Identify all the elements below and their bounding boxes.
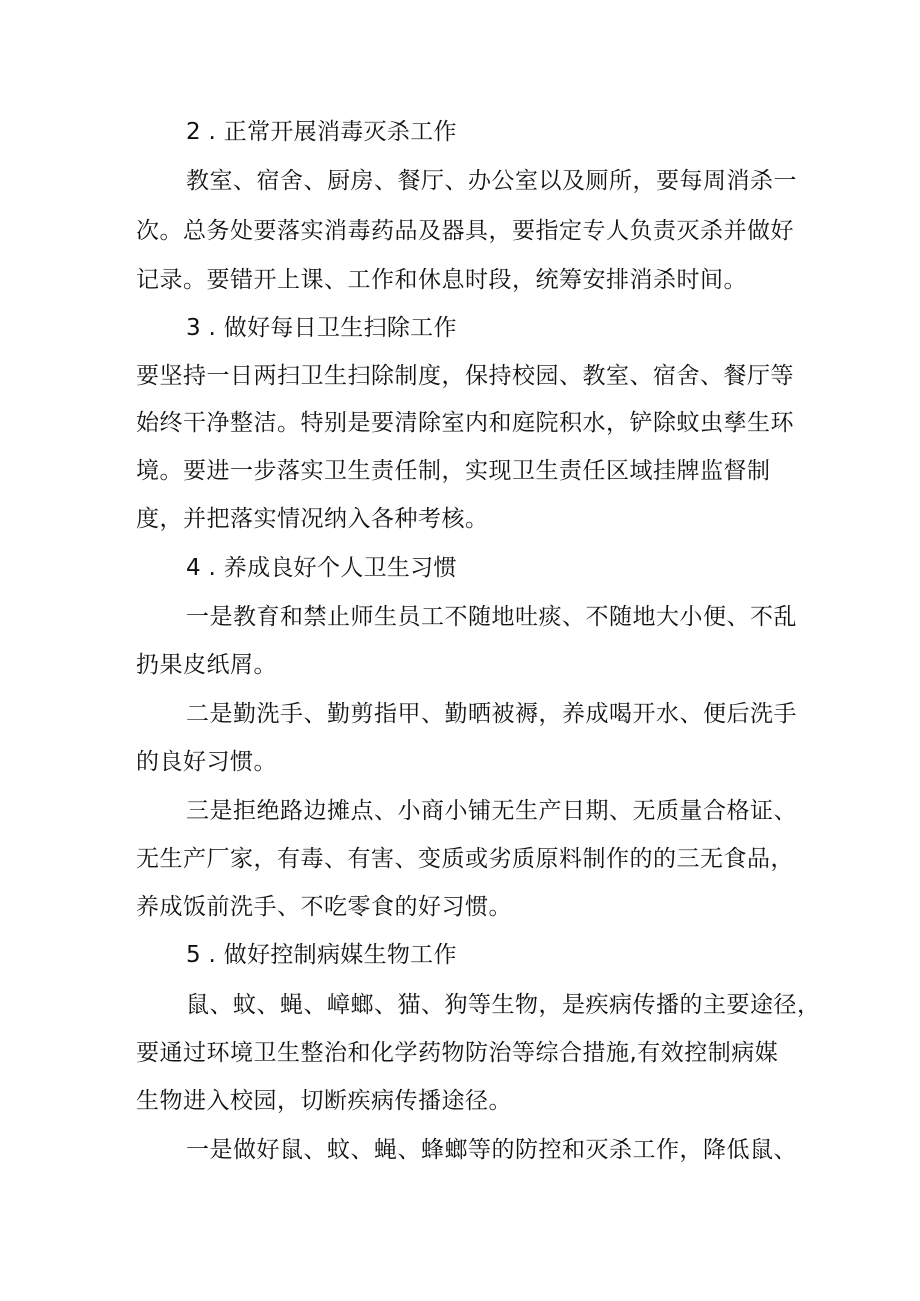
- paragraph-line: 教室、宿舍、厨房、餐厅、办公室以及厕所，要每周消杀一: [186, 168, 797, 194]
- paragraph-line: 三是拒绝路边摊点、小商小铺无生产日期、无质量合格证、: [186, 798, 797, 824]
- section-heading-3: 3 . 做好每日卫生扫除工作: [186, 315, 457, 341]
- paragraph-line: 二是勤洗手、勤剪指甲、勤晒被褥，养成喝开水、便后洗手: [186, 701, 797, 727]
- paragraph-line: 的良好习惯。: [136, 749, 277, 775]
- section-heading-2: 2 . 正常开展消毒灭杀工作: [186, 119, 457, 145]
- paragraph-line: 生物进入校园，切断疾病传播途径。: [136, 1088, 512, 1114]
- paragraph-line: 次。总务处要落实消毒药品及器具，要指定专人负责灭杀并做好: [136, 218, 794, 244]
- section-heading-5: 5 . 做好控制病媒生物工作: [186, 942, 457, 968]
- paragraph-line: 无生产厂家，有毒、有害、变质或劣质原料制作的的三无食品，: [136, 846, 794, 872]
- paragraph-line: 养成饭前洗手、不吃零食的好习惯。: [136, 894, 512, 920]
- paragraph-line: 要坚持一日两扫卫生扫除制度，保持校园、教室、宿舍、餐厅等: [136, 363, 794, 389]
- paragraph-line: 始终干净整洁。特别是要清除室内和庭院积水，铲除蚊虫孳生环: [136, 410, 794, 436]
- paragraph-line: 要通过环境卫生整治和化学药物防治等综合措施,有效控制病媒: [136, 1040, 779, 1066]
- paragraph-line: 扔果皮纸屑。: [136, 652, 277, 678]
- paragraph-line: 鼠、蚊、蝇、嶂螂、猫、狗等生物，是疾病传播的主要途径，: [186, 992, 821, 1018]
- paragraph-line: 境。要进一步落实卫生责任制，实现卫生责任区域挂牌监督制: [136, 458, 771, 484]
- paragraph-line: 记录。要错开上课、工作和休息时段，统筹安排消杀时间。: [136, 267, 747, 293]
- paragraph-line: 一是教育和禁止师生员工不随地吐痰、不随地大小便、不乱: [186, 604, 797, 630]
- paragraph-line: 度，并把落实情况纳入各种考核。: [136, 506, 489, 532]
- section-heading-4: 4 . 养成良好个人卫生习惯: [186, 555, 457, 581]
- paragraph-line: 一是做好鼠、蚊、蝇、蜂螂等的防控和灭杀工作，降低鼠、: [186, 1137, 797, 1163]
